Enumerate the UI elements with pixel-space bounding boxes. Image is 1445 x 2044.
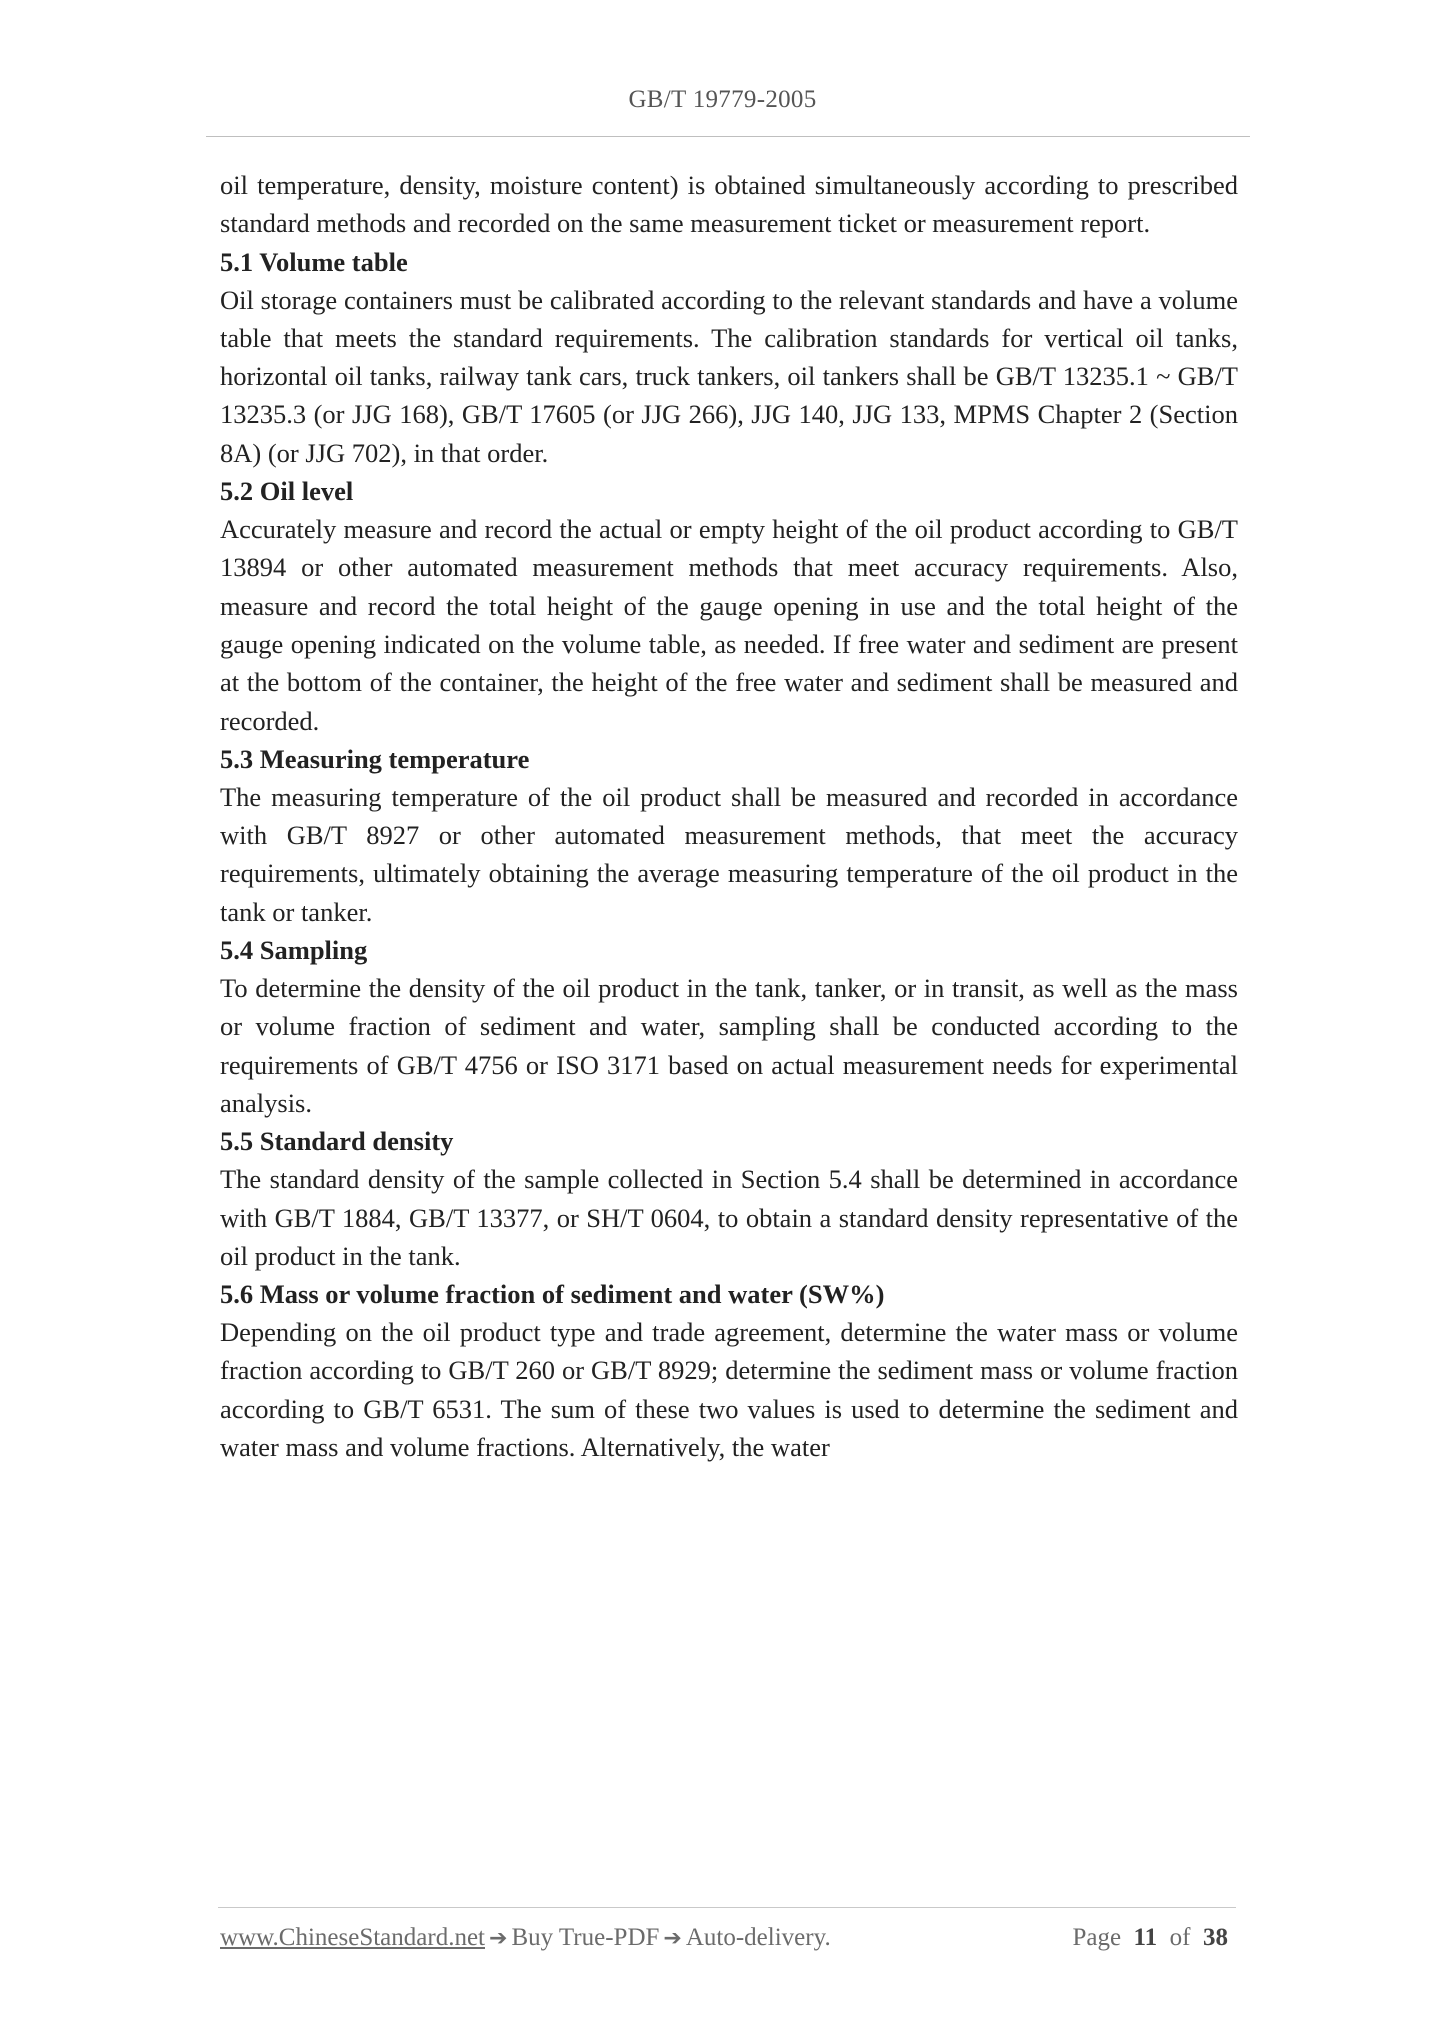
section-heading-5-4: 5.4 Sampling — [220, 935, 368, 966]
header-divider — [206, 136, 1250, 137]
arrow-right-icon: ➔ — [663, 1926, 682, 1951]
page-current: 11 — [1133, 1924, 1158, 1951]
section-heading-5-6: 5.6 Mass or volume fraction of sediment and water (SW%) — [220, 1279, 885, 1310]
footer-delivery-text: Auto-delivery. — [685, 1924, 831, 1951]
paragraph-continued: oil temperature, density, moisture content) is obtained simultaneously according to prescribed standard methods and recorded on the same measurement ticket or measurement report. — [220, 170, 1238, 239]
page-header-title: GB/T 19779-2005 — [628, 86, 817, 113]
paragraph-oil-level: Accurately measure and record the actual or empty height of the oil product according to GB/T 13894 or other automated measurement methods that meet accuracy requirements. Also, measure and record the total height of the gauge opening in use and the total height of the gauge opening indicated on the volume table, as needed. If free water and sediment are present at the bottom of the container, the height of the free water and sediment shall be measured and recorded. — [220, 514, 1238, 736]
footer-site-link[interactable]: www.ChineseStandard.net — [220, 1924, 485, 1951]
document-body — [220, 166, 1238, 1466]
arrow-right-icon: ➔ — [489, 1926, 508, 1951]
page-word: Page — [1072, 1924, 1122, 1951]
page-number — [1072, 1924, 1228, 1952]
page-total: 38 — [1203, 1924, 1228, 1951]
paragraph-standard-density: The standard density of the sample collected in Section 5.4 shall be determined in accordance with GB/T 1884, GB/T 13377, or SH/T 0604, to obtain a standard density representative of the oil product in the tank. — [220, 1164, 1238, 1271]
section-heading-5-1: 5.1 Volume table — [220, 246, 408, 277]
footer-buy-text: Buy True-PDF — [511, 1924, 660, 1951]
section-heading-5-3: 5.3 Measuring temperature — [220, 743, 530, 774]
paragraph-volume-table: Oil storage containers must be calibrated according to the relevant standards and have a volume table that meets the standard requirements. The calibration standards for vertical oil tanks, horizontal oil tanks, railway tank cars, truck tankers, oil tankers shall be GB/T 13235.1 ~ GB/T 13235.3 (or JJG 168), GB/T 17605 (or JJG 266), JJG 140, JJG 133, MPMS Chapter 2 (Section 8A) (or JJG 702), in that order. — [220, 284, 1238, 468]
footer-links — [220, 1924, 831, 1952]
footer-divider — [218, 1907, 1236, 1908]
of-word: of — [1169, 1924, 1191, 1951]
section-heading-5-5: 5.5 Standard density — [220, 1126, 454, 1157]
paragraph-measuring-temperature: The measuring temperature of the oil product shall be measured and recorded in accordance with GB/T 8927 or other automated measurement methods, that meet the accuracy requirements, ultimately obtaining the average measuring temperature of the oil product in the tank or tanker. — [220, 781, 1238, 927]
section-heading-5-2: 5.2 Oil level — [220, 476, 354, 507]
paragraph-sediment-water: Depending on the oil product type and trade agreement, determine the water mass or volume fraction according to GB/T 260 or GB/T 8929; determine the sediment mass or volume fraction according to GB/T 6531. The sum of these two values is used to determine the sediment and water mass and volume fractions. Alternatively, the water — [220, 1317, 1238, 1463]
paragraph-sampling: To determine the density of the oil product in the tank, tanker, or in transit, as well as the mass or volume fraction of sediment and water, sampling shall be conducted according to the requirements of GB/T 4756 or ISO 3171 based on actual measurement needs for experimental analysis. — [220, 973, 1238, 1118]
